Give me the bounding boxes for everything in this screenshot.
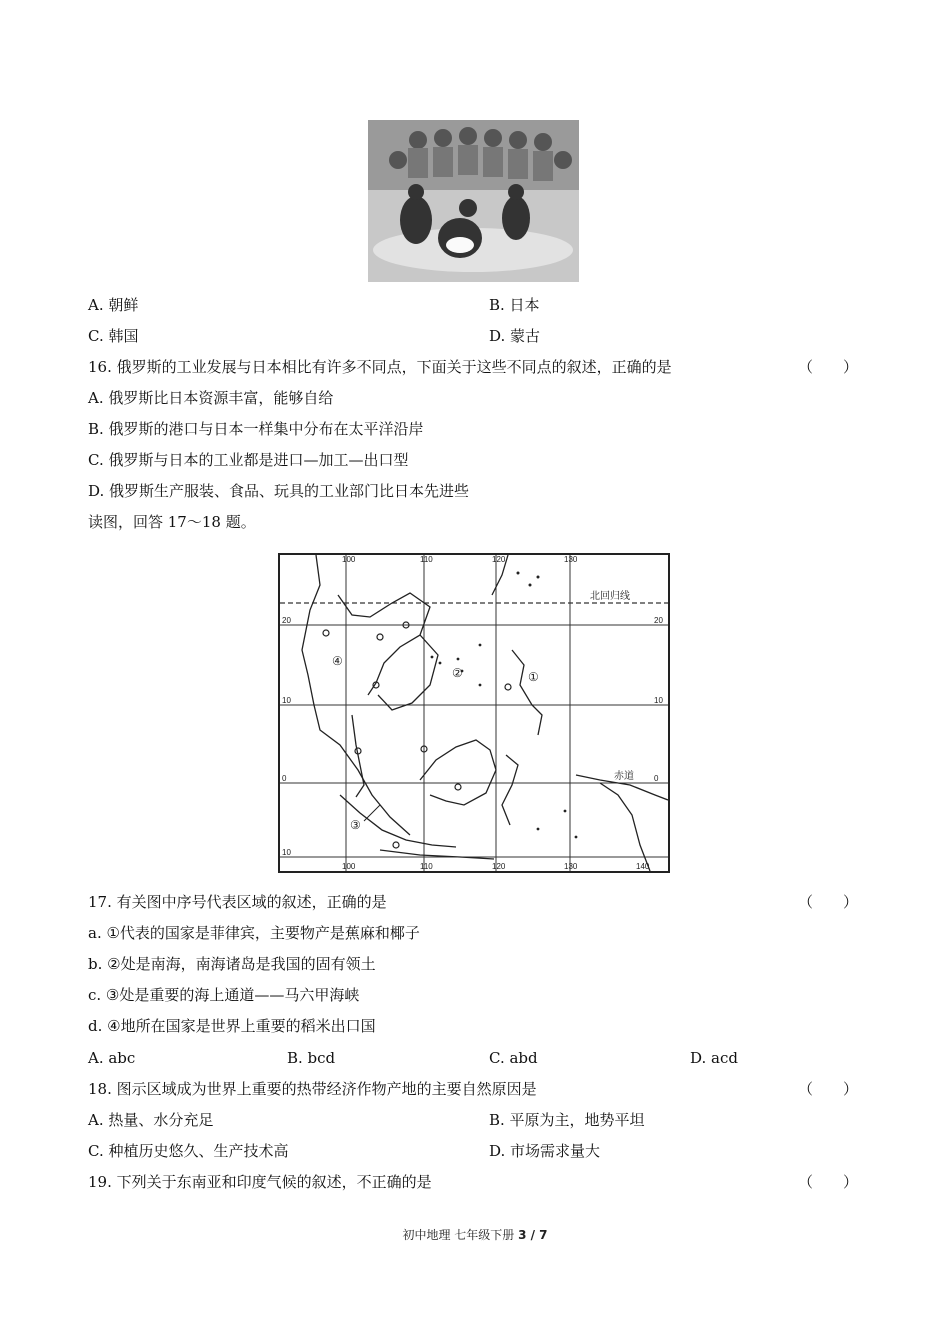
- q16-option-d: D. 俄罗斯生产服装、食品、玩具的工业部门比日本先进些: [88, 482, 470, 500]
- map-lon-bottom-100: 100: [342, 862, 356, 871]
- q16-answer-blank: （ ）: [798, 358, 859, 376]
- q17-option-d: D. acd: [690, 1049, 738, 1067]
- map-lat-left-20: 20: [282, 616, 291, 625]
- map-lat-right-0: 0: [654, 774, 659, 783]
- map-lon-top-110: 110: [420, 555, 433, 564]
- q15-option-a: A. 朝鲜: [88, 296, 139, 314]
- q17-option-a: A. abc: [88, 1049, 136, 1067]
- map-lat-left-0: 0: [282, 774, 287, 783]
- map-lat-right-10: 10: [654, 696, 663, 705]
- q15-option-d: D. 蒙古: [489, 327, 541, 345]
- map-lon-bottom-140: 140: [636, 862, 650, 871]
- map-lon-bottom-130: 130: [564, 862, 578, 871]
- q17-statement-a: a. ①代表的国家是菲律宾，主要物产是蕉麻和椰子: [88, 924, 420, 942]
- q17-answer-blank: （ ）: [798, 893, 859, 911]
- map-marker-1: ①: [528, 670, 539, 684]
- q17-statement-d: d. ④地所在国家是世界上重要的稻米出口国: [88, 1017, 376, 1035]
- footer-text: 初中地理 七年级下册: [402, 1228, 519, 1242]
- map-instruction: 读图，回答 17～18 题。: [88, 513, 256, 531]
- q19-stem: 19. 下列关于东南亚和印度气候的叙述，不正确的是: [88, 1173, 432, 1191]
- q15-option-c: C. 韩国: [88, 327, 139, 345]
- page-footer: [0, 1226, 950, 1243]
- q17-statement-c: c. ③处是重要的海上通道——马六甲海峡: [88, 986, 360, 1004]
- q17-stem: 17. 有关图中序号代表区域的叙述，正确的是: [88, 893, 387, 911]
- q16-option-b: B. 俄罗斯的港口与日本一样集中分布在太平洋沿岸: [88, 420, 424, 438]
- q16-option-c: C. 俄罗斯与日本的工业都是进口—加工—出口型: [88, 451, 409, 469]
- sumo-photo: [368, 120, 579, 282]
- q15-option-b: B. 日本: [489, 296, 540, 314]
- q17-option-c: C. abd: [489, 1049, 538, 1067]
- map-equator-label: 赤道: [614, 771, 634, 782]
- q16-stem: 16. 俄罗斯的工业发展与日本相比有许多不同点，下面关于这些不同点的叙述，正确的是: [88, 358, 672, 376]
- map-lat-right-20: 20: [654, 616, 663, 625]
- map-marker-4: ④: [332, 654, 343, 668]
- map-lon-top-100: 100: [342, 555, 356, 564]
- map-marker-3: ③: [350, 818, 361, 832]
- q18-answer-blank: （ ）: [798, 1080, 859, 1098]
- page-number: 3 / 7: [518, 1228, 548, 1242]
- q19-answer-blank: （ ）: [798, 1173, 859, 1191]
- q17-statement-b: b. ②处是南海，南海诸岛是我国的固有领土: [88, 955, 376, 973]
- map-marker-3-arrow: [364, 805, 380, 821]
- map-lat-left-10: 10: [282, 696, 291, 705]
- q18-option-a: A. 热量、水分充足: [88, 1111, 214, 1129]
- map-lon-top-120: 120: [492, 555, 506, 564]
- q17-option-b: B. bcd: [287, 1049, 336, 1067]
- q18-option-d: D. 市场需求量大: [489, 1142, 601, 1160]
- southeast-asia-map: [278, 553, 670, 873]
- map-lon-bottom-120: 120: [492, 862, 506, 871]
- q18-stem: 18. 图示区域成为世界上重要的热带经济作物产地的主要自然原因是: [88, 1080, 537, 1098]
- map-marker-2: ②: [452, 666, 463, 680]
- map-lon-bottom-110: 110: [420, 862, 433, 871]
- q18-option-b: B. 平原为主，地势平坦: [489, 1111, 645, 1129]
- map-tropic-label: 北回归线: [590, 591, 630, 602]
- q16-option-a: A. 俄罗斯比日本资源丰富，能够自给: [88, 389, 334, 407]
- map-lon-top-130: 130: [564, 555, 578, 564]
- map-lat-left-10s: 10: [282, 848, 291, 857]
- q18-option-c: C. 种植历史悠久、生产技术高: [88, 1142, 289, 1160]
